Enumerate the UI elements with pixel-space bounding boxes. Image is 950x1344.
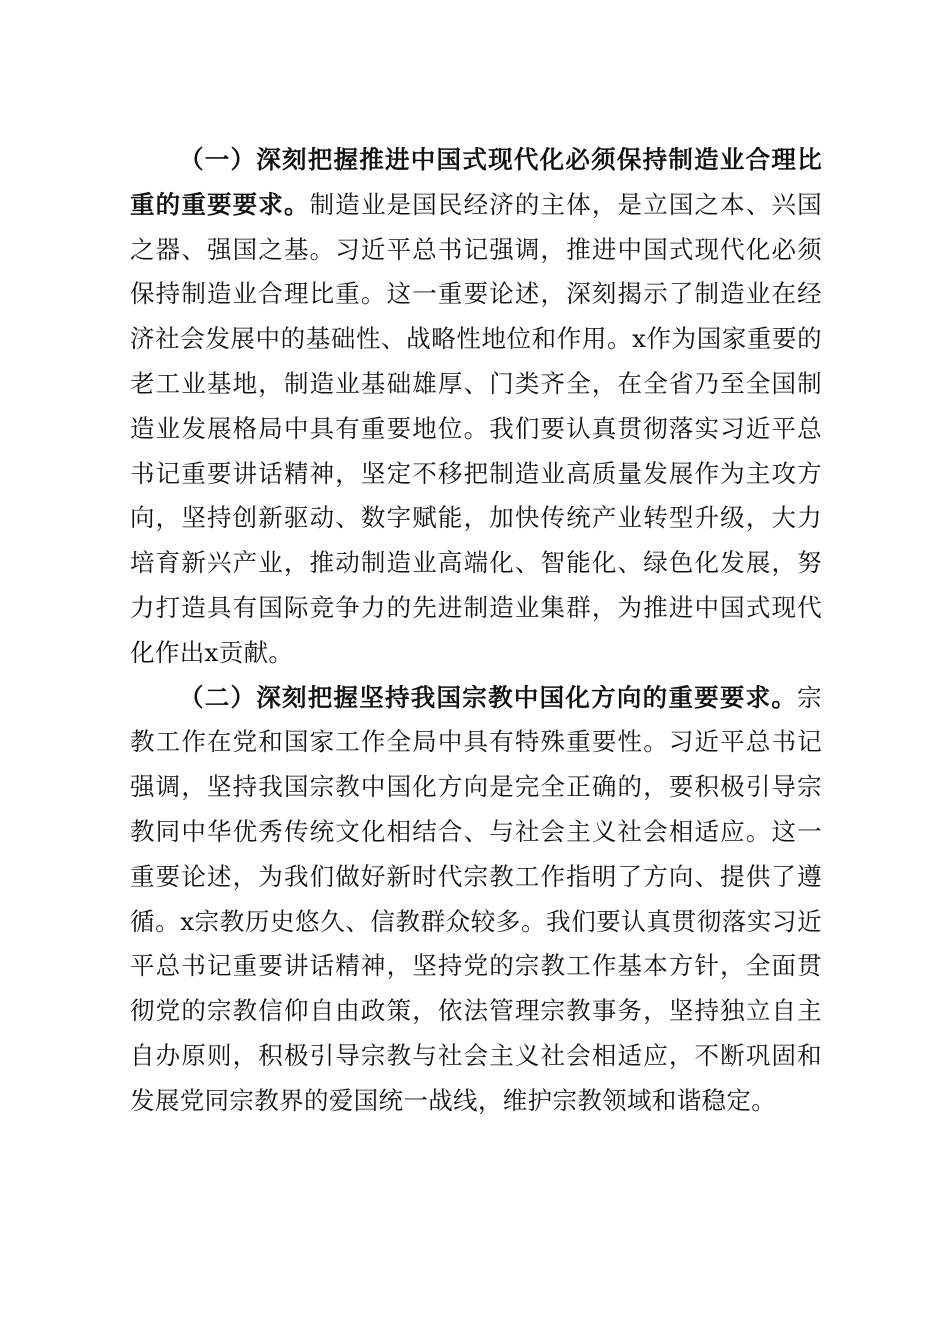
paragraph-religion: [130, 676, 822, 1124]
paragraph-text: 制造业是国民经济的主体，是立国之本、兴国之器、强国之基。习近平总书记强调，推进中国式现代化必须保持制造业合理比重。这一重要论述，深刻揭示了制造业在经济社会发展中的基础性、战略性地位和作用。x作为国家重要的老工业基地，制造业基础雄厚、门类齐全，在全省乃至全国制造业发展格局中具有重要地位。我们要认真贯彻落实习近平总书记重要讲话精神，坚定不移把制造业高质量发展作为主攻方向，坚持创新驱动、数字赋能，加快传统产业转型升级，大力培育新兴产业，推动制造业高端化、智能化、绿色化发展，努力打造具有国际竞争力的先进制造业集群，为推进中国式现代化作出x贡献。: [130, 189, 823, 667]
paragraph-heading: （一）深刻把握推进中国式现代化必须保持制造业合理比重的重要要求。: [130, 145, 822, 219]
paragraph-manufacturing: [130, 138, 822, 676]
paragraph-text: 宗教工作在党和国家工作全局中具有特殊重要性。习近平总书记强调，坚持我国宗教中国化方向是完全正确的，要积极引导宗教同中华优秀传统文化相结合、与社会主义社会相适应。这一重要论述，为我们做好新时代宗教工作指明了方向、提供了遵循。x宗教历史悠久、信教群众较多。我们要认真贯彻落实习近平总书记重要讲话精神，坚持党的宗教工作基本方针，全面贯彻党的宗教信仰自由政策，依法管理宗教事务，坚持独立自主自办原则，积极引导宗教与社会主义社会相适应，不断巩固和发展党同宗教界的爱国统一战线，维护宗教领域和谐稳定。: [130, 682, 822, 1115]
paragraph-heading: （二）深刻把握坚持我国宗教中国化方向的重要要求。: [179, 682, 798, 712]
document-body: [130, 138, 822, 1124]
